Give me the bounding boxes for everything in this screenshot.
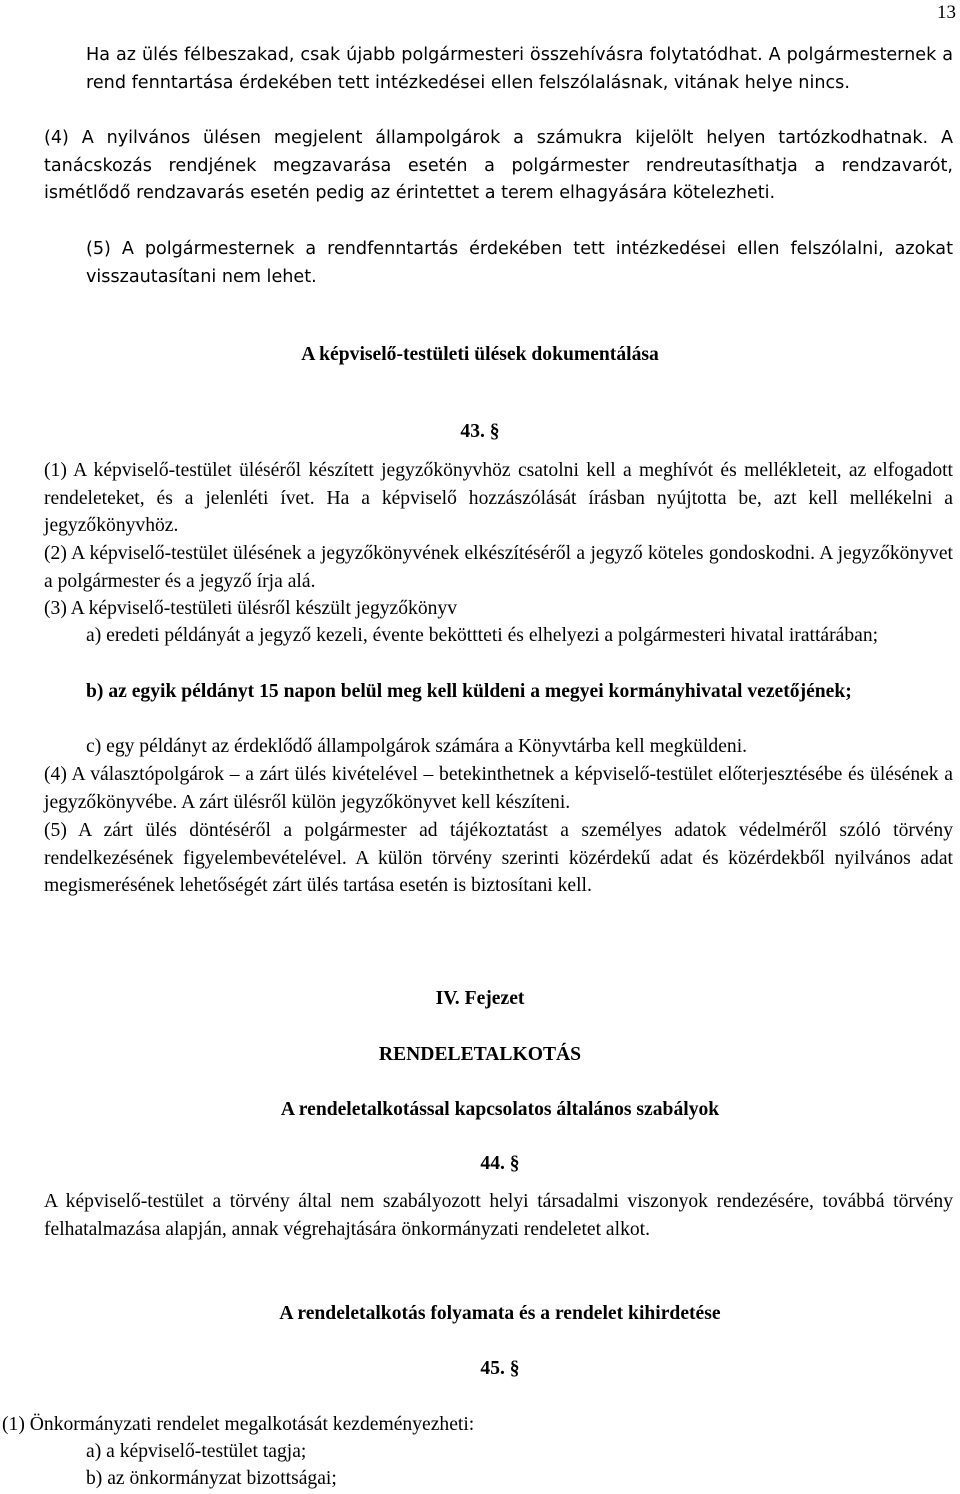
paragraph-4-public-session [44,125,953,208]
paragraph-symbol: § [509,1153,520,1174]
section-heading-general-rules: A rendeletalkotással kapcsolatos általános szabályok [280,1099,720,1120]
list-item-43-3-a: a) eredeti példányát a jegyző kezeli, évente beköttteti és elhelyezi a polgármesteri hivatal irattárában; [86,625,879,646]
paragraph-44: A képviselő-testület a törvény által nem szabályozott helyi társadalmi viszonyok rendezésére, továbbá törvény felhatalmazása alapján, annak végrehajtására önkormányzati rendeletet alkot. [44,1191,953,1240]
section-heading-process: A rendeletalkotás folyamata és a rendelet kihirdetése [279,1303,721,1324]
paragraph-4-text: (4) A nyilvános ülésen megjelent állampolgárok a számukra kijelölt helyen tartózkodhatnak. A tanácskozás rendjének megzavarása esetén a polgármester rendreutasíthatja a rendzavarót, ismétlődő rendzavarás esetén pedig az érintettet a terem elhagyására kötelezheti. [44,128,953,203]
section-number-45 [0,1355,960,1383]
paragraph-interrupted-session: Ha az ülés félbeszakad, csak újabb polgármesteri összehívásra folytatódhat. A polgármesternek a rend fenntartása érdekében tett intézkedései ellen felszólalásnak, vitának helye nincs. [86,45,953,93]
list-item-43-3-b: b) az egyik példányt 15 napon belül meg kell küldeni a megyei kormányhivatal vezetőjének; [86,681,852,702]
paragraph-43-1: (1) A képviselő-testület üléséről készített jegyzőkönyvhöz csatolni kell a meghívót és mellékleteit, az elfogadott rendeleteket, és a jelenléti ívet. Ha a képviselő hozzászólását írásban nyújtotta be, azt kell mellékelni a jegyzőkönyvhöz. [44,460,953,536]
paragraph-43-4: (4) A választópolgárok – a zárt ülés kivételével – betekinthetnek a képviselő-testület előterjesztésébe és ülésének a jegyzőkönyvébe. A zárt ülésről külön jegyzőkönyvet kell készíteni. [44,764,953,813]
page-number: 13 [937,2,956,23]
chapter-label: IV. Fejezet [435,988,525,1009]
list-item-45-1-b: b) az önkormányzat bizottságai; [86,1468,337,1489]
section-number-text: 44. [480,1153,505,1174]
section-number-44 [0,1150,960,1178]
section-heading-documentation: A képviselő-testületi ülések dokumentálása [301,344,659,365]
paragraph-43-5: (5) A zárt ülés döntéséről a polgármester ad tájékoztatást a személyes adatok védelméről szóló törvény rendelkezésének figyelembevételével. A külön törvény szerinti közérdekű adat és közérdekből nyilvános adat megismerésének lehetőségét zárt ülés tartása esetén is biztosítani kell. [44,820,953,896]
paragraph-symbol: § [489,421,500,442]
paragraph-symbol: § [509,1358,520,1379]
paragraph-43-2: (2) A képviselő-testület ülésének a jegyzőkönyvének elkészítéséről a jegyző köteles gondoskodni. A jegyzőkönyvet a polgármester és a jegyző írja alá. [44,543,953,592]
list-item-43-3-c: c) egy példányt az érdeklődő állampolgárok számára a Könyvtárba kell megküldeni. [86,736,748,757]
list-item-45-1-a: a) a képviselő-testület tagja; [86,1441,307,1462]
section-number-text: 45. [480,1358,505,1379]
paragraph-43-3: (3) A képviselő-testületi ülésről készült jegyzőkönyv [44,598,458,619]
chapter-title: RENDELETALKOTÁS [378,1044,582,1065]
paragraph-45-1: (1) Önkormányzati rendelet megalkotását kezdeményezheti: [2,1414,475,1435]
section-number-text: 43. [460,421,485,442]
section-number-43 [0,418,960,446]
paragraph-5-order-measures: (5) A polgármesternek a rendfenntartás érdekében tett intézkedései ellen felszólalni, azokat visszautasítani nem lehet. [86,239,953,287]
